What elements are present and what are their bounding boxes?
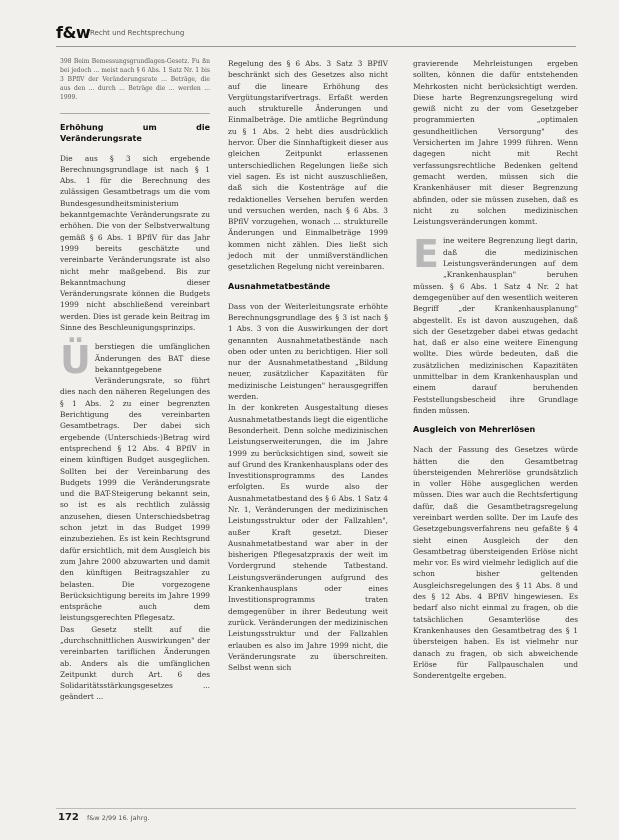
header-rule <box>56 46 576 47</box>
paragraph: Regelung des § 6 Abs. 3 Satz 3 BPflV beschränkt sich des Gesetzes also nicht auf die lineare Erhöhung des Vergütungstarifvertrags. Erfaßt werden auch strukturelle Änderungen und Einmalbeträge. Die amtliche Begründung zu § 1 Abs. 2 hebt dies ausdrücklich hervor. Über die Sinnhaftigkeit dieser aus gleichen Zeitpunkt erlassenen unterschiedlichen Regelungen ließe sich viel sagen. Es ist nicht auszuschließen, daß sich die Kostenträge auf die redaktionelles Versehen berufen werden und versuchen werden, nach § 6 Abs. 3 BPflV vorzugehen, wonach ... strukturelle Änderungen und Einmalbeträge 1999 kommen nicht zählen. Dies ließt sich jedoch mit der unmißverständlichen gesetzlichen Regelung nicht vereinbaren. <box>228 59 388 272</box>
page-header <box>56 23 576 42</box>
drop-cap: Ü <box>60 338 91 383</box>
paragraph: Das Gesetz stellt auf die „durchschnittlichen Auswirkungen" der vereinbarten tariflichen Änderungen ab. Anders als die umfänglichen Zeitpunkt durch Art. 6 des Solidaritätsstärkungsgesetzes ... geändert ... <box>60 624 210 702</box>
paragraph: gravierende Mehrleistungen ergeben sollten, können die dafür entstehenden Mehrkosten nicht berücksichtigt werden. Diese harte Begrenzungsregelung wird gewiß nicht zu der vom Gesetzgeber programmierten „optimalen gesundheitlichen Versorgung" des Versicherten im Jahre 1999 führen. Wenn dagegen nicht mit Recht verfassungsrechtliche Bedenken geltend gemacht werden, müssen sich die Krankenhäuser mit dieser Begrenzung abfinden, oder sie müssen zusehen, daß es nicht zu solchen medizinischen Leistungsveränderungen kommt. <box>413 59 578 227</box>
paragraph-dropcap <box>60 338 210 623</box>
paragraph-dropcap <box>413 232 578 416</box>
paragraph: In der konkreten Ausgestaltung dieses Ausnahmetatbestands liegt die eigentliche Besonderheit. Denn solche medizinischen Leistungserweiterungen, die im Jahre 1999 zu berücksichtigen sind, soweit sie auf Grund des Krankenhausplans oder des Investitionsprogramms des Landes erfolgten. Es wurde also der Ausnahmetatbestand des § 6 Abs. 1 Satz 4 Nr. 1, Veränderungen der medizinischen Leistungsstruktur oder der Fallzahlen", außer Kraft gesetzt. Dieser Ausnahmetatbestand war aber in der bisherigen Pflegesatzpraxis der weit im Vordergrund stehende Tatbestand. Leistungsveränderungen aufgrund des Krankenhausplans oder eines Investitionsprogramms traten demgegenüber in ihrer Bedeutung weit zurück. Veränderungen der medizinischen Leistungsstruktur und der Fallzahlen erlauben es also im Jahre 1999 nicht, die Veränderungsrate zu überschreiten. Selbst wenn sich <box>228 403 388 673</box>
paragraph-text: berstiegen die umfänglichen Änderungen des BAT diese bekanntgegebene Veränderungsrate, so führt dies nach den näheren Regelungen des § 1 Abs. 2 zu einer begrenzten Berichtigung des vereinbarten Gesamtbetrags. Der dabei sich ergebende (Unterschieds-)Betrag wird entsprechend § 12 Abs. 4 BPflV in einem künftigen Budget ausgeglichen. Sollten bei der Vereinbarung des Budgets 1999 die Veränderungsrate und die BAT-Steigerung bekannt sein, so ist es als rechtlich zulässig anzusehen, diesen Unterschiedsbetrag schon jetzt in das Budget 1999 einzubeziehen. Es ist kein Rechtsgrund dafür ersichtlich, mit dem Ausgleich bis zum Jahre 2000 abzuwarten und damit den künftigen Beitragszahler zu belasten. Die vorgezogene Berücksichtigung bereits im Jahre 1999 entspräche auch dem leistungsgerechten Pflegesatz. <box>60 342 210 623</box>
page-footer <box>58 812 150 823</box>
page-number: 172 <box>58 812 79 823</box>
paragraph: Die aus § 3 sich ergebende Berechnungsgrundlage ist nach § 1 Abs. 1 für die Berechnung des zulässigen Gesamtbetrags um die vom Bundesgesundheitsministerium bekanntgemachte Veränderungsrate zu erhöhen. Die von der Selbstverwaltung gemäß § 6 Abs. 1 BPflV für das Jahr 1999 bereits geschätzte und vereinbarte Veränderungsrate ist also nicht mehr maßgebend. Bis zur Bekanntmachung dieser Veränderungsrate können die Budgets 1999 nicht abschließend vereinbart werden. Dies ist gerade kein Beitrag im Sinne des Beschleunigungsprinzips. <box>60 153 210 332</box>
column-2 <box>228 58 388 673</box>
heading-veraenderungsrate: Erhöhung um die Veränderungsrate <box>60 122 210 143</box>
paragraph: Nach der Fassung des Gesetzes würde hätten die den Gesamtbetrag übersteigenden Mehrerlöse grundsätzlich in voller Höhe ausgeglichen werden müssen. Dies war auch die Rechtsfertigung dafür, daß die Gesamtbetragsregelung vereinbart werden sollte. Der im Laufe des Gesetzgebungsverfahrens neu gefaßte § 4 sieht einen Ausgleich der den Gesamtbetrag übersteigenden Erlöse nicht mehr vor. Es wird vielmehr lediglich auf die schon bisher geltenden Ausgleichsregelungen des § 11 Abs. 8 und des § 12 Abs. 4 BPflV hingewiesen. Es bedarf also nicht einmal zu fragen, ob die tatsächlichen Gesamterlöse des Krankenhauses den Gesamtbetrag des § 1 übersteigen haben. Es ist vielmehr nur danach zu fragen, ob sich abweichende Erlöse für Fallpauschalen und Sonderentgelte ergeben. <box>413 445 578 681</box>
section-title: Recht und Rechtsprechung <box>90 29 185 37</box>
paragraph-text: ine weitere Begrenzung liegt darin, daß die medizinischen Leistungsveränderungen auf dem „Krankenhausplan" beruhen müssen. § 6 Abs. 1 Satz 4 Nr. 2 hat demgegenüber auf den wesentlich weiteren Begriff „der Krankenhausplanung" abgestellt. Es ist davon auszugehen, daß sich der Gesetzgeber dabei etwas gedacht hat, daß er also eine weitere Einengung wollte. Dies würde bedeuten, daß die zusätzlichen medizinischen Kapazitäten unmittelbar in dem Krankenhausplan und einem darauf beruhenden Feststellungsbescheid ihre Grundlage finden müssen. <box>413 236 578 415</box>
column-1 <box>60 58 210 703</box>
publication-logo: f&w <box>56 23 91 42</box>
heading-mehrerloese: Ausgleich von Mehrerlösen <box>413 425 536 435</box>
column-3 <box>413 58 578 681</box>
footnote: 398 Beim Bemessungsgrundlagen-Gesetz. Fu ßn bei jedoch ... meist nach § 6 Abs. 1 Satz Nr. 1 bis 3 BPflV der Veränderungsrate ... Beträge, die aus den ... durch ... Beträge die ... werden ... 1999. <box>60 58 210 114</box>
heading-ausnahmetatbestaende: Ausnahmetatbestände <box>228 281 331 291</box>
issue-info: f&w 2/99 16. Jahrg. <box>86 814 150 822</box>
footer-rule <box>56 808 576 809</box>
paragraph: Dass von der Weiterleitungsrate erhöhte Berechnungsgrundlage des § 3 ist nach § 1 Abs. 3 von die Auswirkungen der dort genannten Ausnahmetatbestände nach oben oder unten zu berichtigen. Hier soll nur der Ausnahmetatbestand „Bildung neuer, zusätzlicher Kapazitäten für medizinische Leistungen" herausgegriffen werden. <box>228 301 388 402</box>
drop-cap: E <box>413 232 439 277</box>
